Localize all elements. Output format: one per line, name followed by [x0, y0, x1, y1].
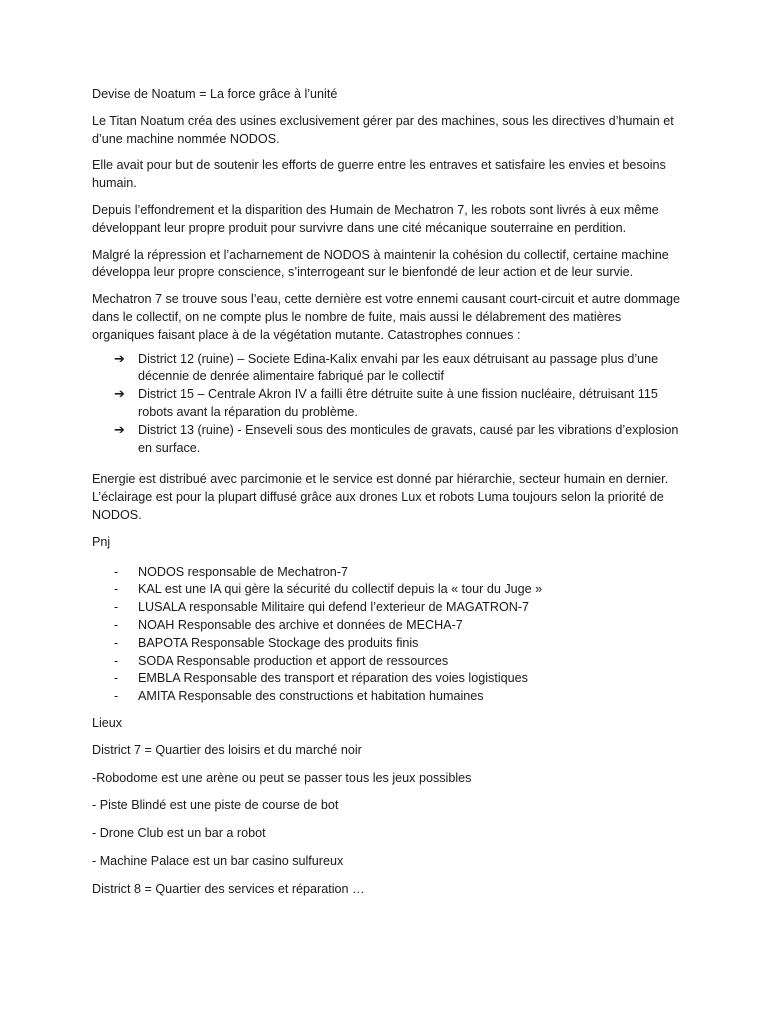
document-page: [92, 86, 682, 908]
lieu-line: - Drone Club est un bar a robot: [92, 826, 266, 841]
pnj-list: [92, 564, 682, 706]
dash-bullet: -: [114, 653, 119, 668]
pnj-text: AMITA Responsable des constructions et habitation humaines: [138, 689, 484, 704]
purpose-paragraph: Elle avait pour but de soutenir les efforts de guerre entre les entraves et satisfaire les envies et besoins humain.: [92, 158, 666, 191]
dash-bullet: -: [114, 671, 119, 686]
list-item: [92, 581, 682, 599]
lieu-line: District 8 = Quartier des services et réparation …: [92, 881, 365, 896]
list-item: [92, 386, 682, 422]
dash-bullet: -: [114, 600, 119, 615]
motto-line: Devise de Noatum = La force grâce à l’unité: [92, 87, 338, 101]
catastrophes-list: [92, 351, 682, 458]
collapse-paragraph: Depuis l’effondrement et la disparition des Humain de Mechatron 7, les robots sont livrés à eux même développant leur propre produit pour survivre dans une cité mécanique souterraine en perdition.: [92, 202, 659, 235]
arrow-right-icon: ➔: [114, 351, 125, 367]
list-item: [92, 599, 682, 617]
dash-bullet: -: [114, 617, 119, 632]
pnj-text: EMBLA Responsable des transport et réparation des voies logistiques: [138, 671, 528, 686]
list-item: [92, 617, 682, 635]
pnj-text: KAL est une IA qui gère la sécurité du collectif depuis la « tour du Juge »: [138, 582, 543, 597]
list-item: [92, 688, 682, 706]
list-item: [92, 564, 682, 582]
pnj-text: SODA Responsable production et apport de ressources: [138, 653, 449, 668]
pnj-text: LUSALA responsable Militaire qui defend l’exterieur de MAGATRON-7: [138, 600, 530, 615]
dash-bullet: -: [114, 689, 119, 704]
lieu-line: - Piste Blindé est une piste de course de bot: [92, 798, 339, 813]
catastrophe-text: District 13 (ruine) - Enseveli sous des monticules de gravats, causé par les vibrations d’explosion en surface.: [138, 422, 679, 455]
catastrophe-text: District 12 (ruine) – Societe Edina-Kalix envahi par les eaux détruisant au passage plus d’une décennie de denrée alimentaire fabriqué par le collectif: [138, 351, 659, 384]
pnj-text: NOAH Responsable des archive et données de MECHA-7: [138, 617, 463, 632]
repression-paragraph: Malgré la répression et l’acharnement de NODOS à maintenir la cohésion du collectif, certaine machine développa leur propre conscience, s’interrogeant sur le bienfondé de leur action et de leur survie.: [92, 247, 669, 280]
dash-bullet: -: [114, 635, 119, 650]
intro-paragraph: Le Titan Noatum créa des usines exclusivement gérer par des machines, sous les directives d’humain et d’une machine nommée NODOS.: [92, 113, 674, 146]
list-item: [92, 653, 682, 671]
lieu-line: - Machine Palace est un bar casino sulfureux: [92, 853, 344, 868]
arrow-right-icon: ➔: [114, 422, 125, 438]
dash-bullet: -: [114, 564, 119, 579]
lieux-heading: Lieux: [92, 715, 123, 730]
pnj-text: NODOS responsable de Mechatron-7: [138, 564, 348, 579]
arrow-right-icon: ➔: [114, 387, 125, 403]
pnj-heading: Pnj: [92, 534, 111, 549]
lieu-line: District 7 = Quartier des loisirs et du marché noir: [92, 742, 362, 757]
catastrophe-text: District 15 – Centrale Akron IV a failli être détruite suite à une fission nucléaire, détruisant 115 robots avant la réparation du problème.: [138, 387, 658, 419]
lieu-line: -Robodome est une arène ou peut se passer tous les jeux possibles: [92, 770, 472, 785]
list-item: [92, 351, 682, 387]
water-paragraph: Mechatron 7 se trouve sous l’eau, cette dernière est votre ennemi causant court-circuit et autre dommage dans le collectif, on ne compte plus le nombre de fuite, mais aussi le délabrement des matières organiques faisant place à de la végétation mutante. Catastrophes connues :: [92, 292, 681, 342]
dash-bullet: -: [114, 582, 119, 597]
list-item: [92, 422, 682, 458]
list-item: [92, 670, 682, 688]
pnj-text: BAPOTA Responsable Stockage des produits finis: [138, 635, 419, 650]
energy-paragraph: Energie est distribué avec parcimonie et le service est donné par hiérarchie, secteur humain en dernier. L’éclairage est pour la plupart diffusé grâce aux drones Lux et robots Luma toujours selon la priorité de NODOS.: [92, 472, 669, 522]
list-item: [92, 635, 682, 653]
